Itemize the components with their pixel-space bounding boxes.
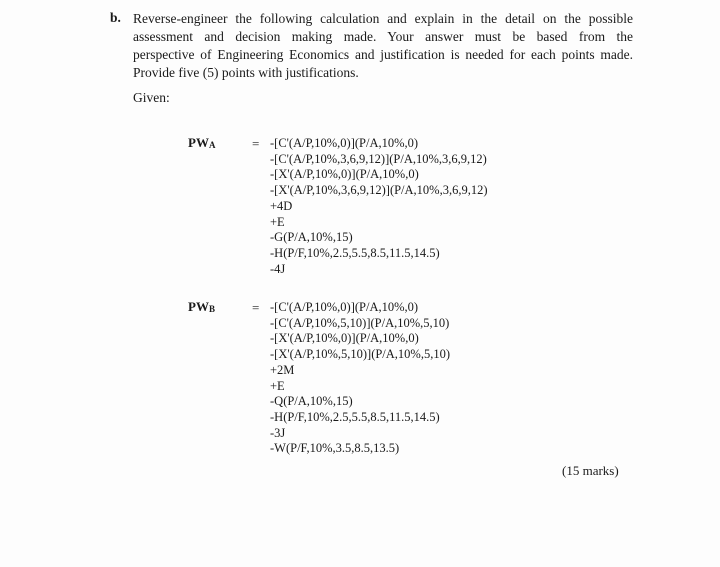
- given-label: Given:: [133, 90, 170, 105]
- pwa-label-main: PW: [188, 135, 209, 150]
- pwa-label: [188, 135, 215, 151]
- pwb-term: -3J: [270, 425, 286, 440]
- pwa-term: -G(P/A,10%,15): [270, 230, 353, 245]
- pwa-term: -[C'(A/P,10%,3,6,9,12)](P/A,10%,3,6,9,12): [270, 151, 487, 166]
- question-line-1: Reverse-engineer the following calculation and explain in the detail on the possible: [133, 11, 633, 26]
- pwa-equals: =: [252, 136, 260, 151]
- pwb-term: -[X'(A/P,10%,5,10)](P/A,10%,5,10): [270, 347, 451, 362]
- question-line-4: Provide five (5) points with justifications.: [133, 65, 359, 80]
- pwa-term: +4D: [270, 198, 293, 213]
- pwb-label: [188, 299, 215, 315]
- pwb-term: -W(P/F,10%,3.5,8.5,13.5): [270, 441, 400, 456]
- question-line-2: assessment and decision making made. Your answer must be based from the: [133, 29, 633, 44]
- pwa-term: -[X'(A/P,10%,3,6,9,12)](P/A,10%,3,6,9,12): [270, 183, 488, 198]
- pwa-term: -4J: [270, 261, 286, 276]
- pwb-term: -[X'(A/P,10%,0)](P/A,10%,0): [270, 331, 419, 346]
- pwb-terms: [270, 300, 450, 457]
- pwb-term: +2M: [270, 362, 295, 377]
- pwa-terms: [270, 136, 488, 277]
- question-line-3: perspective of Engineering Economics and justification is needed for each points made.: [133, 47, 633, 62]
- pwb-term: +E: [270, 378, 285, 393]
- pwa-label-sub: A: [208, 140, 216, 150]
- pwa-term: -[X'(A/P,10%,0)](P/A,10%,0): [270, 167, 419, 182]
- pwb-label-sub: B: [208, 304, 215, 314]
- pwb-term: -[C'(A/P,10%,0)](P/A,10%,0): [270, 300, 419, 314]
- pwb-term: -Q(P/A,10%,15): [270, 394, 353, 409]
- pwb-equals: =: [252, 300, 260, 315]
- question-text: [133, 10, 633, 82]
- pwb-label-main: PW: [188, 299, 209, 314]
- pwb-term: -[C'(A/P,10%,5,10)](P/A,10%,5,10): [270, 315, 450, 330]
- pwb-term: -H(P/F,10%,2.5,5.5,8.5,11.5,14.5): [270, 409, 440, 424]
- pwa-term: -[C'(A/P,10%,0)](P/A,10%,0): [270, 136, 419, 150]
- question-label: b.: [110, 10, 121, 25]
- pwa-term: -H(P/F,10%,2.5,5.5,8.5,11.5,14.5): [270, 245, 440, 260]
- marks-label: (15 marks): [562, 463, 619, 478]
- pwa-term: +E: [270, 214, 285, 229]
